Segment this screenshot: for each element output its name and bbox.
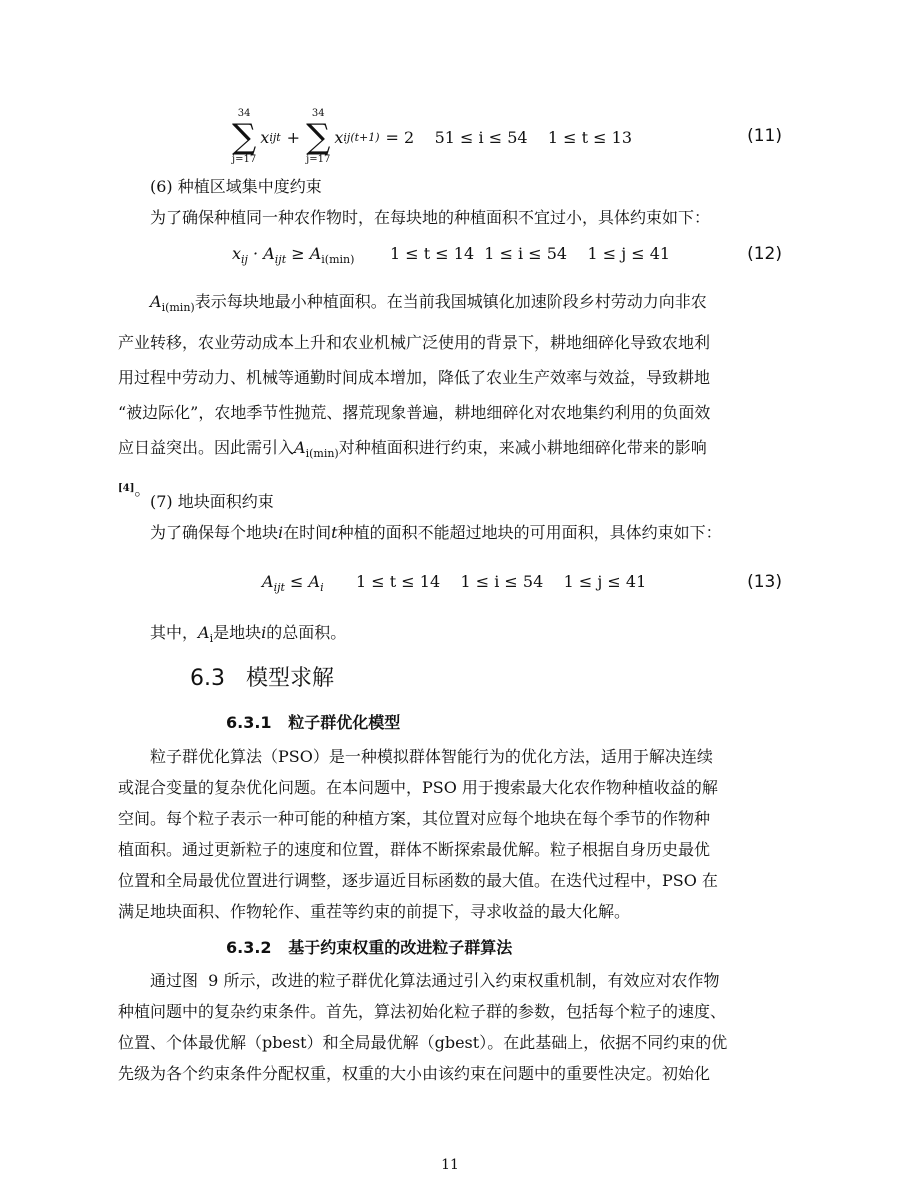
equation-subscript: ijt bbox=[269, 130, 281, 144]
section-6-3-heading: 6.3 模型求解 bbox=[190, 666, 334, 691]
equation-subscript: ij(t+1) bbox=[343, 130, 380, 144]
equation-13: $A_{ijt} \le A_i$ bbox=[262, 572, 324, 594]
sum-lower-limit: j=17 bbox=[232, 154, 257, 165]
equation-term: x bbox=[334, 127, 344, 147]
equation-number: (11) bbox=[747, 126, 782, 146]
equation-13-conditions: 1 ≤ t ≤ 14 1 ≤ i ≤ 54 1 ≤ j ≤ 41 bbox=[356, 572, 647, 591]
subsection-7-title: (7) 地块面积约束 bbox=[150, 492, 274, 511]
equation-operator: + bbox=[286, 127, 301, 147]
where-statement: 其中，$A_i$是地块i的总面积。 bbox=[150, 623, 347, 645]
equation-number: (13) bbox=[747, 572, 782, 592]
subsection-6-intro: 为了确保种植同一种农作物时，在每块地的种植面积不宜过小，具体约束如下： bbox=[150, 208, 711, 227]
sum-upper-limit: 34 bbox=[311, 108, 325, 119]
sum-lower-limit: j=17 bbox=[306, 154, 331, 165]
citation: [4] bbox=[118, 483, 135, 494]
equation-12-conditions: 1 ≤ t ≤ 14 1 ≤ i ≤ 54 1 ≤ j ≤ 41 bbox=[390, 244, 671, 263]
subsection-6-title: (6) 种植区域集中度约束 bbox=[150, 177, 322, 196]
equation-term: x bbox=[260, 127, 270, 147]
page-number: 11 bbox=[441, 1157, 459, 1173]
equation-number: (12) bbox=[747, 244, 782, 264]
section-6-3-2-heading: 6.3.2 基于约束权重的改进粒子群算法 bbox=[226, 938, 513, 957]
sum-upper-limit: 34 bbox=[237, 108, 251, 119]
equation-11 bbox=[232, 106, 632, 168]
subsection-7-intro: 为了确保每个地块i在时间t种植的面积不能超过地块的可用面积，具体约束如下： bbox=[150, 523, 722, 542]
section-6-3-1-heading: 6.3.1 粒子群优化模型 bbox=[226, 713, 401, 732]
equation-12: $x_{ij} \cdot A_{ijt} \ge A_{i(min)}$ bbox=[232, 244, 355, 266]
sum-operator-1: 34 ∑ j=17 bbox=[232, 108, 257, 165]
paragraph-improved-pso: 通过图 9 所示，改进的粒子群优化算法通过引入约束权重机制，有效应对农作物 种植问题中的复杂约束条件。首先，算法初始化粒子群的参数，包括每个粒子的速度、 位置、个体最优解（pbest）和全局最优解（gbest）。在此基础上，依据不同约束的优 先级为各个约束条件分配权重，权重的大小由该约束在问题中的重要性决定。初始化 bbox=[118, 971, 728, 1083]
paragraph-amin: $A_{i(min)}$表示每块地最小种植面积。在当前我国城镇化加速阶段乡村劳动力向非农 产业转移，农业劳动成本上升和农业机械广泛使用的背景下，耕地细碎化导致农地利 用过程中劳动力、机械等通勤时间成本增加，降低了农业生产效率与效益，导致耕地 “被边际化”，农地季节性抛荒、撂荒现象普遍，耕地细碎化对农地集约利用的负面效 应日益突出。因此需引入$A_{i(min)}$对种植面积进行约束，来减小耕地细碎化带来的影响 [4]。 bbox=[118, 292, 711, 499]
equation-rhs: = 2 51 ≤ i ≤ 54 1 ≤ t ≤ 13 bbox=[385, 127, 633, 147]
paragraph-pso: 粒子群优化算法（PSO）是一种模拟群体智能行为的优化方法，适用于解决连续 或混合变量的复杂优化问题。在本问题中，PSO 用于搜索最大化农作物种植收益的解 空间。每个粒子表示一种可能的种植方案，其位置对应每个地块在每个季节的作物种 植面积。通过更新粒子的速度和位置，群体不断探索最优解。粒子根据自身历史最优 位置和全局最优位置进行调整，逐步逼近目标函数的最大值。在迭代过程中，PSO 在 满足地块面积、作物轮作、重茬等约束的前提下，寻求收益的最大化解。 bbox=[118, 747, 718, 921]
sum-operator-2: 34 ∑ j=17 bbox=[306, 108, 331, 165]
